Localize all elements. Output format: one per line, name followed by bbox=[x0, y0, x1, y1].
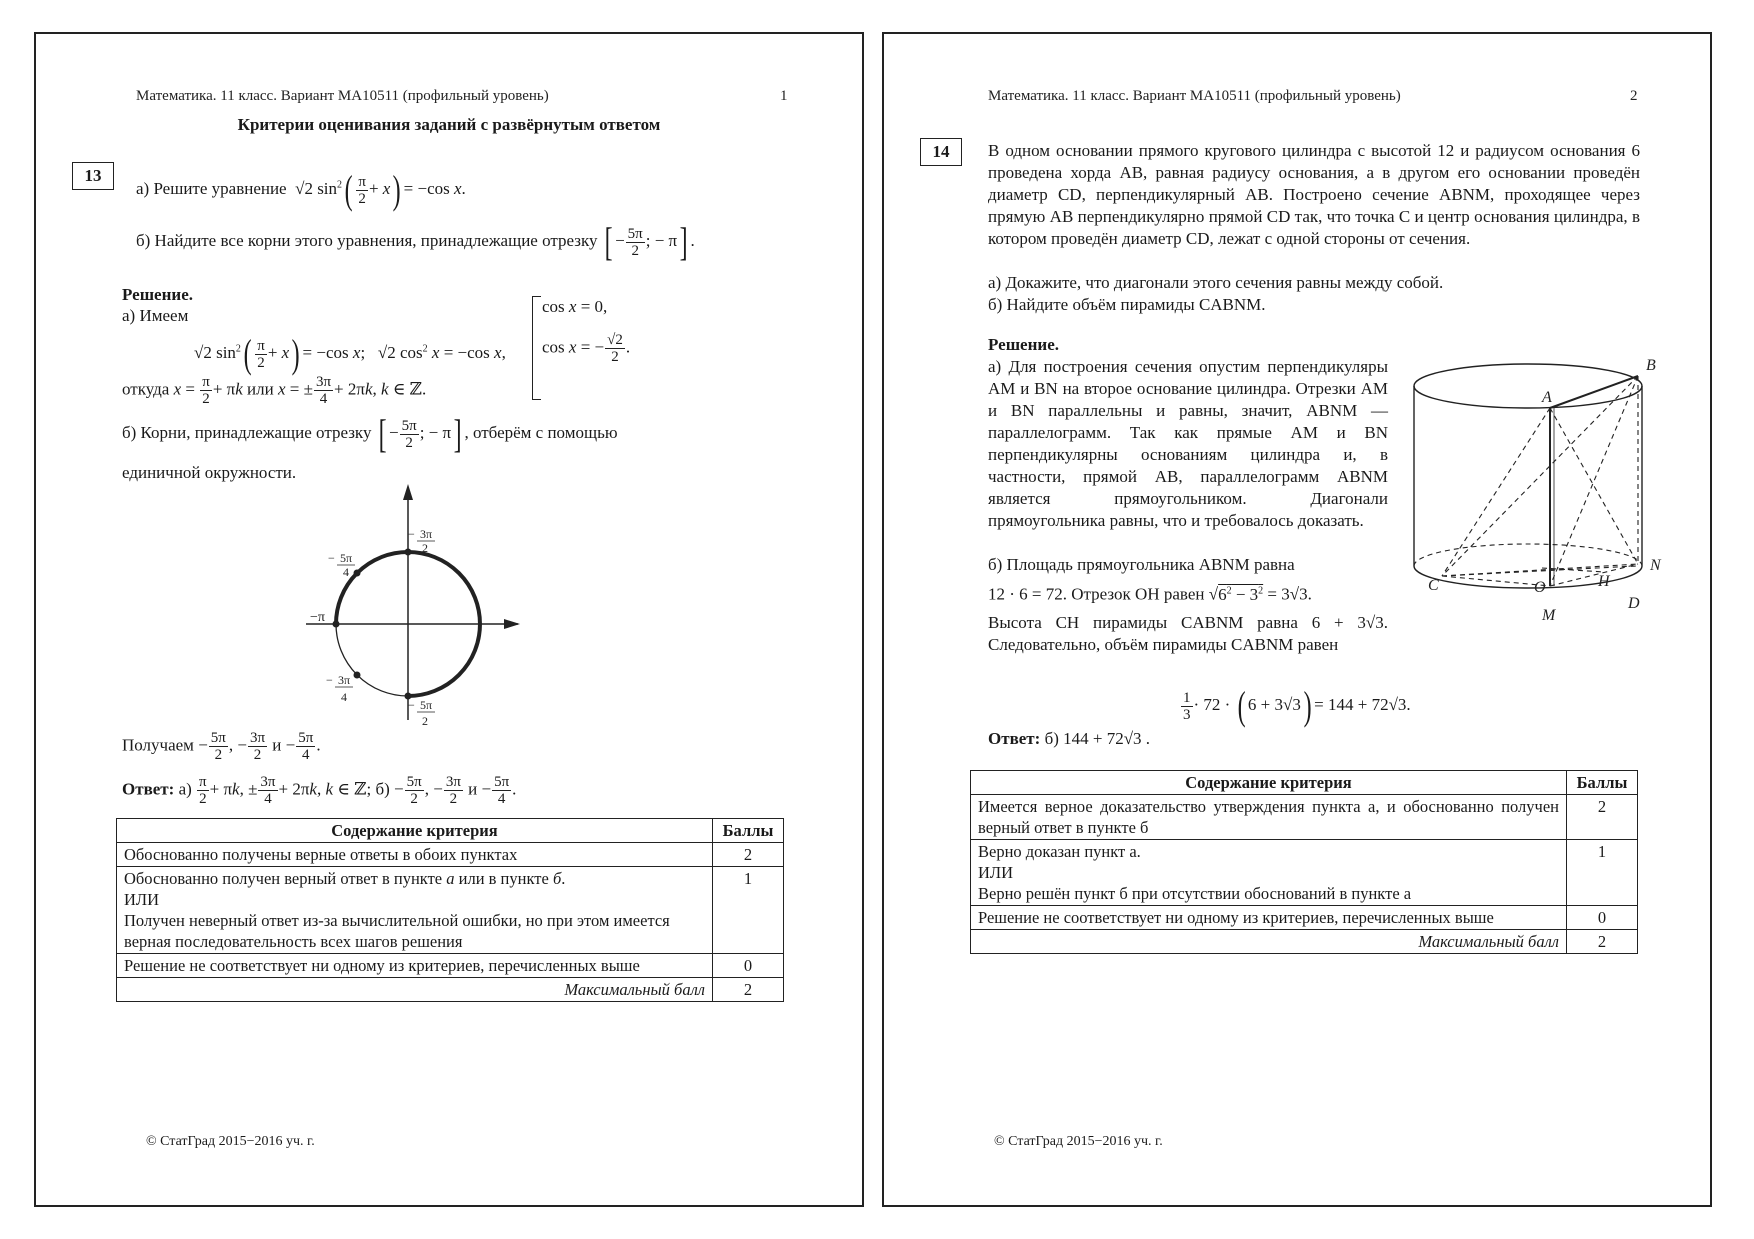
edge-MN bbox=[1550, 564, 1638, 586]
point-top bbox=[405, 549, 412, 556]
svg-text:2: 2 bbox=[422, 541, 428, 555]
answer-label: Ответ: bbox=[988, 729, 1041, 748]
table-row bbox=[971, 906, 1638, 930]
equation-a: √2 $\sin^2$( $\frac{\pi}{2}$ + x) = −cos x. bbox=[290, 167, 466, 212]
label-D: D bbox=[1628, 595, 1640, 612]
criteria-score: 0 bbox=[1567, 906, 1638, 930]
diagonal-AN bbox=[1550, 408, 1638, 564]
label-tl: 5π bbox=[340, 551, 353, 565]
label-C: C bbox=[1428, 577, 1439, 594]
svg-text:2: 2 bbox=[422, 714, 428, 728]
table-max-row bbox=[971, 930, 1638, 954]
criteria-text: Верно доказан пункт а. ИЛИ Верно решён пункт б при отсутствии обоснований в пункте а bbox=[971, 840, 1567, 906]
criteria-text: Имеется верное доказательство утверждения пункта а, и обоснованно получен верный ответ в пункте б bbox=[971, 795, 1567, 840]
volume-formula: $\frac{1}{3}$ · 72 · ( 6 + 3√3) = 144 + 72√3. bbox=[1183, 683, 1411, 728]
header-score: Баллы bbox=[713, 819, 784, 843]
page-number: 1 bbox=[780, 88, 788, 104]
solution-b-line3: Высота CH пирамиды CABNM равна 6 + 3√3. Следовательно, объём пирамиды CABNM равен bbox=[988, 613, 1388, 654]
and-text: и bbox=[272, 735, 282, 755]
max-score: 2 bbox=[713, 978, 784, 1002]
label-bl: 3π bbox=[338, 673, 351, 687]
criteria-text: Решение не соответствует ни одному из критериев, перечисленных выше bbox=[117, 954, 713, 978]
part-a-prefix: а) Решите уравнение bbox=[136, 178, 287, 198]
criteria-score: 2 bbox=[713, 843, 784, 867]
problem-text: В одном основании прямого кругового цилиндра с высотой 12 и радиусом основания 6 проведена хорда AB, равная радиусу основания, а в другом его основании проведён диаметр CD, перпендикулярный AB. Построено сечение ABNM, проходящее через прямую AB перпендикулярно прямой CD так, что точка C и центр основания цилиндра, в котором проведён диаметр CD, лежат с одной стороны от сечения. bbox=[988, 141, 1640, 248]
table-row bbox=[117, 867, 784, 954]
max-score: 2 bbox=[1567, 930, 1638, 954]
solution-b-line1: б) Площадь прямоугольника ABNM равна bbox=[988, 555, 1295, 574]
edge-CA bbox=[1442, 408, 1550, 576]
max-label: Максимальный балл bbox=[971, 930, 1567, 954]
label-O: O bbox=[1534, 579, 1546, 596]
svg-text:−: − bbox=[408, 527, 415, 541]
criteria-text: Обоснованно получен верный ответ в пункте а или в пункте б. ИЛИ Получен неверный ответ из-за вычислительной ошибки, но при этом имеется верная последовательность всех шагов решения bbox=[117, 867, 713, 954]
point-left bbox=[333, 621, 340, 628]
criteria-table bbox=[116, 818, 784, 1002]
roots-text-1: б) Корни, принадлежащие отрезку bbox=[122, 422, 372, 442]
solution-b-line2: 12 · 6 = 72. Отрезок OH равен $√6^2 - 3^2 = 3√3$. bbox=[988, 584, 1312, 604]
criteria-score: 1 bbox=[1567, 840, 1638, 906]
label-top: 3π bbox=[420, 527, 433, 541]
label-A: A bbox=[1542, 389, 1552, 406]
label-left: −π bbox=[310, 610, 325, 625]
svg-text:−: − bbox=[328, 551, 335, 565]
table-header-row bbox=[117, 819, 784, 843]
part-b-text: б) Найдите объём пирамиды CABNM. bbox=[988, 295, 1266, 314]
label-B: B bbox=[1646, 357, 1656, 374]
solution-equations: √2 $\sin^2$( $\frac{\pi}{2}$ + x) = −cos x; √2 $\cos^2 x = -\cos$ x, bbox=[194, 331, 506, 376]
criteria-text: Решение не соответствует ни одному из критериев, перечисленных выше bbox=[971, 906, 1567, 930]
unit-circle-figure bbox=[298, 474, 568, 734]
roots-text-3: единичной окружности. bbox=[122, 463, 297, 482]
page-heading: Критерии оценивания заданий с развёрнутым ответом bbox=[237, 115, 661, 134]
svg-text:−: − bbox=[408, 698, 415, 712]
label-H: H bbox=[1598, 573, 1610, 590]
svg-text:−: − bbox=[326, 673, 333, 687]
result-line: Получаем − $\frac{5\pi}{2}$ , − $\frac{3\pi}{2}$ и − $\frac{5\pi}{4}$ . bbox=[122, 730, 321, 763]
chord-AB bbox=[1550, 376, 1638, 408]
header-score: Баллы bbox=[1567, 771, 1638, 795]
page-footer: © СтатГрад 2015−2016 уч. г. bbox=[146, 1134, 315, 1149]
criteria-text: Обоснованно получены верные ответы в обоих пунктах bbox=[117, 843, 713, 867]
get-label: Получаем bbox=[122, 735, 194, 755]
y-axis-arrow bbox=[403, 484, 413, 500]
svg-text:4: 4 bbox=[343, 565, 349, 579]
x-axis-arrow bbox=[504, 619, 520, 629]
table-row bbox=[117, 954, 784, 978]
table-row bbox=[971, 795, 1638, 840]
label-N: N bbox=[1650, 557, 1661, 574]
criteria-table bbox=[970, 770, 1638, 954]
page-header-title: Математика. 11 класс. Вариант МА10511 (профильный уровень) bbox=[988, 88, 1401, 104]
roots-text-2: , отберём с помощью bbox=[464, 422, 618, 442]
whence-text: откуда bbox=[122, 379, 170, 399]
task-part-a bbox=[136, 167, 466, 212]
header-criteria: Содержание критерия bbox=[971, 771, 1567, 795]
page-header-title: Математика. 11 класс. Вариант МА10511 (профильный уровень) bbox=[136, 88, 549, 104]
point-tl bbox=[354, 570, 361, 577]
roots-general: откуда x = $\frac{\pi}{2}$ + πk или x = ± $\frac{3\pi}{4}$ + 2πk, k ∈ ℤ. bbox=[122, 374, 427, 407]
part-a-text: а) Докажите, что диагонали этого сечения равны между собой. bbox=[988, 273, 1444, 292]
label-M: M bbox=[1542, 607, 1556, 624]
answer-value: б) 144 + 72√3 . bbox=[1044, 729, 1151, 748]
cylinder-figure bbox=[1402, 354, 1682, 654]
system-bracket bbox=[532, 296, 541, 400]
criteria-score: 1 bbox=[713, 867, 784, 954]
system-line-2: cos x = − $\frac{√2}{2}$ . bbox=[542, 332, 631, 365]
criteria-score: 0 bbox=[713, 954, 784, 978]
point-bl bbox=[354, 672, 361, 679]
task-number: 13 bbox=[72, 162, 114, 190]
roots-selection: б) Корни, принадлежащие отрезку [ − $\frac{5\pi}{2}$ ; − π] , отберём с помощью bbox=[122, 411, 618, 456]
edge-CB bbox=[1442, 376, 1638, 576]
header-criteria: Содержание критерия bbox=[117, 819, 713, 843]
table-row bbox=[117, 843, 784, 867]
table-header-row bbox=[971, 771, 1638, 795]
or-text: или bbox=[247, 379, 274, 399]
page-1 bbox=[34, 32, 864, 1207]
have-label: а) Имеем bbox=[122, 306, 189, 325]
svg-text:4: 4 bbox=[341, 690, 347, 704]
label-bottom: 5π bbox=[420, 698, 433, 712]
solution-a-text: а) Для построения сечения опустим перпендикуляры AM и BN на второе основание цилиндра. Отрезки AM и BN параллельны и равны, значит, ABNM — параллелограмм. Так как прямые AM и BN перпендикулярны основаниям цилиндра и, в частности, прямой AB, параллелограмм ABNM является прямоугольником. Диагонали прямоугольника равны, что и требовалось доказать. bbox=[988, 357, 1388, 530]
max-label: Максимальный балл bbox=[117, 978, 713, 1002]
page-footer: © СтатГрад 2015−2016 уч. г. bbox=[994, 1134, 1163, 1149]
answer-line: Ответ: а) $\frac{\pi}{2}$ + πk, ± $\frac{3\pi}{4}$ + 2πk, k ∈ ℤ; б) − $\frac{5\pi}{2}$ , − $\frac{3\pi}{2}$ и − $\frac{5\pi}{4}$ . bbox=[122, 774, 517, 807]
interval-b: [ − $\frac{5\pi}{2}$ ; − π] . bbox=[604, 219, 695, 264]
page-number: 2 bbox=[1630, 88, 1638, 104]
solution-label: Решение. bbox=[122, 285, 193, 304]
answer-label: Ответ: bbox=[122, 779, 175, 799]
system-line-1: cos x = 0, bbox=[542, 297, 608, 316]
answer-line bbox=[988, 728, 1150, 750]
criteria-score: 2 bbox=[1567, 795, 1638, 840]
task-number: 14 bbox=[920, 138, 962, 166]
page-2 bbox=[882, 32, 1712, 1207]
task-part-b bbox=[136, 219, 695, 264]
part-b-prefix: б) Найдите все корни этого уравнения, принадлежащие отрезку bbox=[136, 230, 598, 250]
table-row bbox=[971, 840, 1638, 906]
solution-label: Решение. bbox=[988, 335, 1059, 354]
table-max-row bbox=[117, 978, 784, 1002]
bottom-ellipse-back bbox=[1414, 544, 1642, 566]
